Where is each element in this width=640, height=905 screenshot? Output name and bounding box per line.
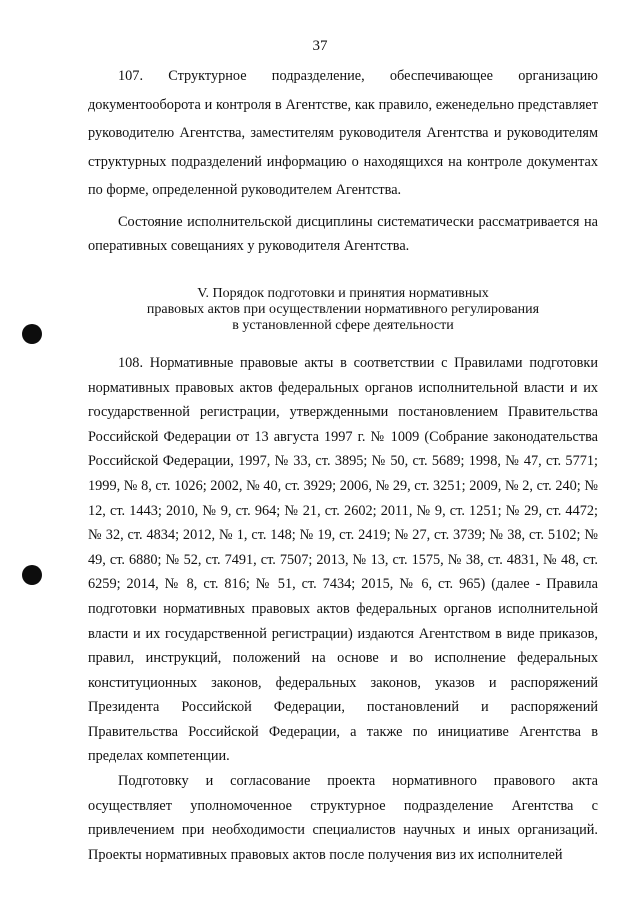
section-heading-line-2: правовых актов при осуществлении нормативного регулирования <box>146 301 540 317</box>
paragraph-108: 108. Нормативные правовые акты в соответствии с Правилами подготовки нормативных правовых актов федеральных органов исполнительной власти и их государственной регистрации, утвержденными постановлением Правительства Российской Федерации от 13 августа 1997 г. № 1009 (Собрание законодательства Российской Федерации, 1997, № 33, ст. 3895; № 50, ст. 5689; 1998, № 47, ст. 5771; 1999, № 8, ст. 1026; 2002, № 40, ст. 3929; 2006, № 29, ст. 3251; 2009, № 2, ст. 240; № 12, ст. 1443; 2010, № 9, ст. 964; № 21, ст. 2602; 2011, № 9, ст. 1251; № 29, ст. 4472; № 32, ст. 4834; 2012, № 1, ст. 148; № 19, ст. 2419; № 27, ст. 3739; № 38, ст. 5102; № 49, ст. 6880; № 52, ст. 7491, ст. 7507; 2013, № 13, ст. 1575, № 38, ст. 4831, № 48, ст. 6259; 2014, № 8, ст. 816; № 51, ст. 7434; 2015, № 6, ст. 965) (далее - Правила подготовки нормативных правовых актов федеральных органов исполнительной власти и их государственной регистрации) издаются Агентством в виде приказов, правил, инструкций, положений на основе и во исполнение федеральных конституционных законов, федеральных законов, указов и распоряжений Президента Российской Федерации, постановлений и распоряжений Правительства Российской Федерации, а также по инициативе Агентства в пределах компетенции. <box>88 354 598 765</box>
section-heading-line-1: V. Порядок подготовки и принятия нормативных <box>197 285 489 301</box>
page-number: 37 <box>312 38 328 54</box>
section-heading <box>88 286 598 334</box>
section-heading-line-3: в установленной сфере деятельности <box>232 317 454 333</box>
paragraph-discipline: Состояние исполнительской дисциплины систематически рассматривается на оперативных совещаниях у руководителя Агентства. <box>88 213 598 254</box>
document-body <box>88 62 598 867</box>
paragraph-preparation: Подготовку и согласование проекта нормативного правового акта осуществляет уполномоченное структурное подразделение Агентства с привлечением при необходимости специалистов научных и иных организаций. Проекты нормативных правовых актов после получения виз их исполнителей <box>88 773 598 863</box>
paragraph-107: 107. Структурное подразделение, обеспечивающее организацию документооборота и контроля в Агентстве, как правило, еженедельно представляет руководителю Агентства, заместителям руководителя Агентства и руководителям структурных подразделений информацию о находящихся на контроле документах по форме, определенной руководителем Агентства. <box>88 68 598 199</box>
punch-hole-bottom <box>22 565 42 585</box>
punch-hole-top <box>22 324 42 344</box>
